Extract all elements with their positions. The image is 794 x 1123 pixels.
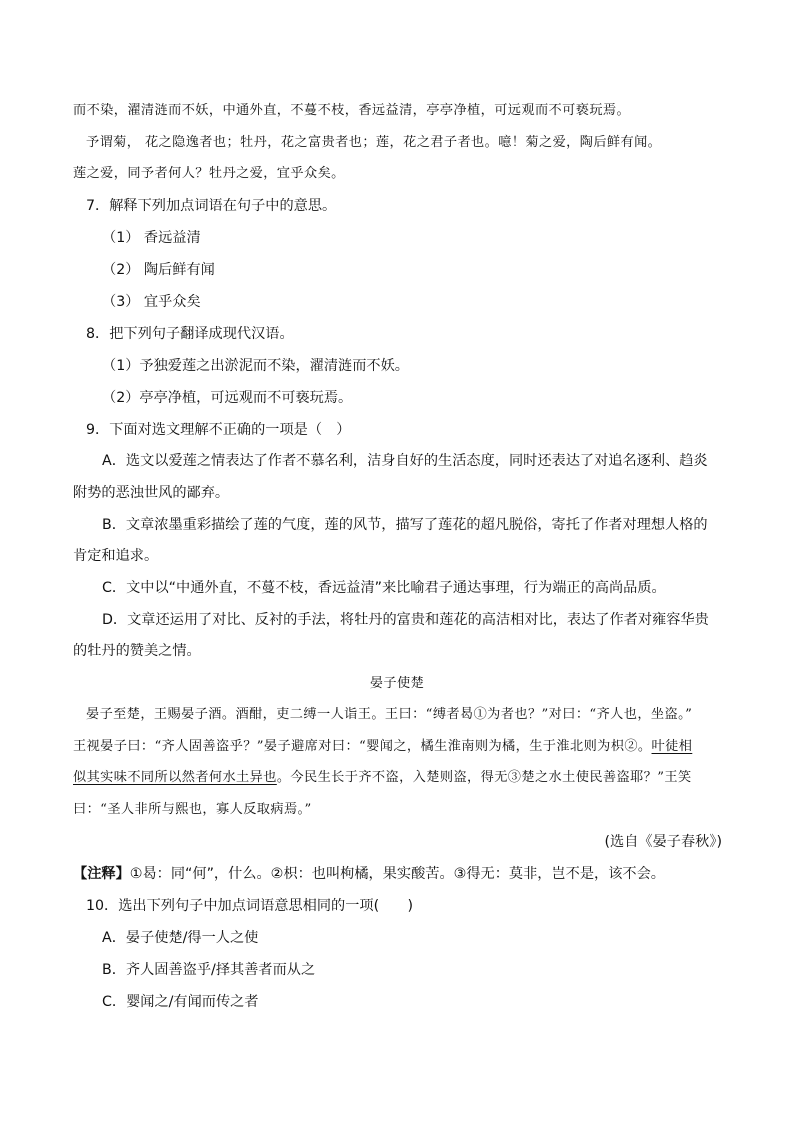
question-7-item-3: （3） 宜乎众矣 [102,294,201,310]
passage2-line1: 晏子至楚，王赐晏子酒。酒酣，吏二缚一人诣王。王曰：“缚者曷①为者也？”对曰：“齐人也，坐盗。” [86,707,693,722]
passage2-title: 晏子使楚 [369,676,425,691]
passage2-underlined-end: 似其实味不同所以然者何水土异也 [73,770,277,785]
question-10-option-c: C．婴闻之/有闻而传之者 [102,994,259,1010]
passage2-line4: 曰：“圣人非所与熙也，寡人反取病焉。” [73,802,312,817]
question-9-stem: 9．下面对选文理解不正确的一项是（ ） [86,422,351,438]
passage1-line2: 予谓菊， 花之隐逸者也；牡丹，花之富贵者也；莲，花之君子者也。噫！菊之爱，陶后鲜有闻。 [86,135,662,150]
question-8-stem: 8．把下列句子翻译成现代汉语。 [86,326,294,342]
question-9-option-a-line1: A．选文以爱莲之情表达了作者不慕名利，洁身自好的生活态度，同时还表达了对追名逐利、趋炎 [102,453,708,469]
question-9-option-d-line1: D．文章还运用了对比、反衬的手法，将牡丹的富贵和莲花的高洁相对比，表达了作者对雍容华贵 [102,612,709,628]
passage2-line3 [73,768,692,788]
question-10-option-b: B．齐人固善盗乎/择其善者而从之 [102,962,316,978]
question-7-stem: 7．解释下列加点词语在句子中的意思。 [86,198,337,214]
question-9-option-a-line2: 附势的恶浊世风的鄙弃。 [73,485,230,501]
annotation-text: ①曷：同“何”，什么。②枳：也叫枸橘，果实酸苦。③得无：莫非，岂不是，该不会。 [129,866,665,882]
question-8-item-1: （1）予独爱莲之出淤泥而不染，濯清涟而不妖。 [102,358,409,374]
question-9-option-b-line2: 肯定和追求。 [73,548,159,564]
passage2-source: (选自《晏子春秋》) [604,834,722,850]
question-9-option-d-line2: 的牡丹的赞美之情。 [73,643,201,659]
question-9-option-c: C．文中以“中通外直，不蔓不枝，香远益清”来比喻君子通达事理，行为端正的高尚品质。 [102,580,666,596]
question-7-item-1: （1） 香远益清 [102,230,201,246]
question-10-stem: 10．选出下列句子中加点词语意思相同的一项( ) [86,898,414,914]
passage1-line1: 而不染，濯清涟而不妖，中通外直，不蔓不枝，香远益清，亭亭净植，可远观而不可亵玩焉。 [73,103,631,118]
question-9-option-b-line1: B．文章浓墨重彩描绘了莲的气度，莲的风节，描写了莲花的超凡脱俗，寄托了作者对理想人格的 [102,517,708,533]
question-7-item-2: （2） 陶后鲜有闻 [102,262,215,278]
passage1-line3: 莲之爱，同予者何人？牡丹之爱，宜乎众矣。 [73,166,345,181]
passage2-underlined-start: 叶徒相 [651,739,693,754]
question-10-option-a: A．晏子使楚/得一人之使 [102,930,259,946]
question-8-item-2: （2）亭亭净植，可远观而不可亵玩焉。 [102,390,353,406]
annotation [73,864,665,884]
passage2-line2-text: 王视晏子曰：“齐人固善盗乎？”晏子避席对曰：“婴闻之，橘生淮南则为橘，生于淮北则为枳②。 [73,739,652,754]
annotation-label: 【注释】 [73,866,130,882]
passage2-line2 [73,737,692,757]
passage2-line3-text: 。今民生长于齐不盗，入楚则盗，得无③楚之水土使民善盗耶？”王笑 [276,770,692,785]
